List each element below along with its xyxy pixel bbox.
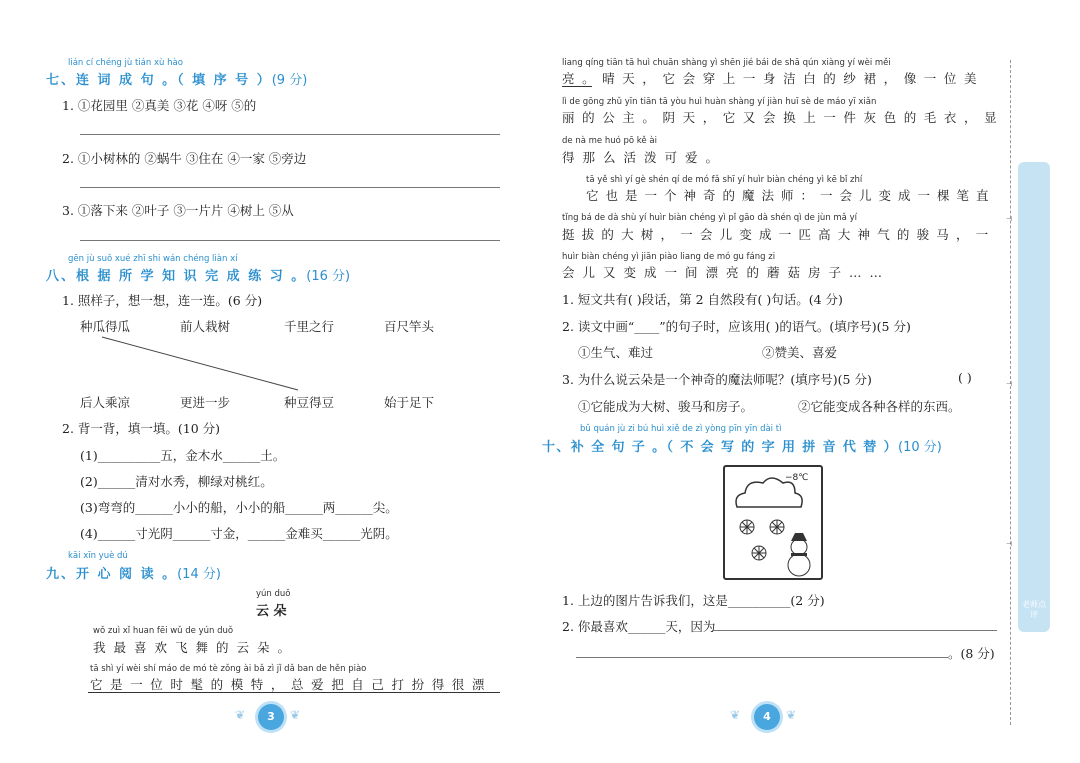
r-q2-opt1: ①生气、难过 [578,345,654,360]
match-top-3[interactable]: 千里之行 [284,319,335,334]
r1-pinyin: liang qíng tiān tā huì chuān shàng yì shēn jié bái de shā qún xiàng yí wèi měi [562,58,891,68]
match-bottom-3[interactable]: 种豆得豆 [284,395,335,410]
binding-mark: ⊣ [1006,540,1013,548]
teacher-comment-strip [1018,162,1050,632]
article-title: 云 朵 [256,604,287,619]
underline-mark [562,86,592,87]
match-bottom-1[interactable]: 后人乘凉 [80,395,131,410]
r4-pinyin: tā yě shì yí gè shén qí de mó fǎ shī yí huìr biàn chéng yì kē bǐ zhí [586,175,863,185]
s10-pinyin: bǔ quán jù zi bú huì xiě de zì yòng pīn yīn dài tì [580,424,782,434]
match-bottom-2[interactable]: 更进一步 [180,395,231,410]
r-q3-answer[interactable]: ( ) [958,370,972,385]
s7-q3: 3. ①落下来 ②叶子 ③一片片 ④树上 ⑤从 [62,203,294,218]
match-top-1[interactable]: 种瓜得瓜 [80,319,131,334]
s8-title: 八、根 据 所 学 知 识 完 成 练 习 。(16 分) [46,269,351,284]
p2-text: 它是一位时髦的模特，总爱把自己打扮得很漂 [90,677,493,692]
teacher-comment-label: 老师点评 [1022,600,1046,619]
temperature-label: −8℃ [785,473,809,483]
article-title-pinyin: yún duǒ [256,589,291,599]
r1-text: 亮。晴天，它会穿上一身洁白的纱裙，像一位美 [562,71,985,86]
s7-pinyin: lián cí chéng jù tián xù hào [68,58,183,68]
binding-line [1010,60,1011,725]
right-page [540,0,1080,763]
s8-q2: 2. 背一背，填一填。(10 分) [62,421,221,436]
leaf-icon: ❦ [730,708,741,722]
binding-mark: ⊣ [1006,215,1013,223]
r-f2[interactable]: 2. 你最喜欢______天，因为 [562,619,716,634]
leaf-icon: ❦ [786,708,797,722]
s7-q2: 2. ①小树林的 ②蜗牛 ③住在 ④一家 ⑤旁边 [62,151,307,166]
s8-pinyin: gēn jù suǒ xué zhī shi wán chéng liàn xí [68,254,238,264]
p1-pinyin: wǒ zuì xǐ huan fēi wǔ de yún duǒ [93,626,234,636]
r3-text: 得那么活泼可爱。 [562,150,727,165]
match-top-2[interactable]: 前人栽树 [180,319,231,334]
r-q3-opt2: ②它能变成各种各样的东西。 [798,399,961,414]
s10-title: 十、补 全 句 子 。（ 不 会 写 的 字 用 拼 音 代 替 ）(10 分) [542,440,942,455]
s8-q1: 1. 照样子，想一想，连一连。(6 分) [62,293,263,308]
binding-mark: ⊣ [1006,380,1013,388]
page-number: 4 [754,704,780,730]
r-q1[interactable]: 1. 短文共有( )段话，第 2 自然段有( )句话。(4 分) [562,292,843,307]
r2-pinyin: lì de gōng zhǔ yīn tiān tā yòu huì huàn shàng yí jiàn huī sè de máo yī xiǎn [562,97,877,107]
r3-pinyin: de nà me huó pō kě ài [562,136,657,146]
winter-picture [723,465,823,580]
page-number: 3 [258,704,284,730]
r-q3-opt1: ①它能成为大树、骏马和房子。 [578,399,754,414]
underline-mark [88,692,500,693]
r4-text: 它也是一个神奇的魔法师：一会儿变成一棵笔直 [586,188,996,203]
r-f1[interactable]: 1. 上边的图片告诉我们，这是__________(2 分) [562,593,825,608]
fill-2[interactable]: (2)______清对水秀，柳绿对桃红。 [80,474,273,489]
r-q2-opt2: ②赞美、喜爱 [762,345,838,360]
example-connect-line [0,0,540,420]
match-bottom-4[interactable]: 始于足下 [384,395,435,410]
s7-title: 七、连 词 成 句 。（ 填 序 号 ）(9 分) [46,73,308,88]
r-q3: 3. 为什么说云朵是一个神奇的魔法师呢？(填序号)(5 分) [562,372,872,387]
s9-pinyin: kāi xīn yuè dú [68,551,128,561]
r5-text: 挺拔的大树，一会儿变成一匹高大神气的骏马，一 [562,227,996,242]
p1-text: 我最喜欢飞舞的云朵。 [93,640,299,655]
r5-pinyin: tǐng bá de dà shù yí huìr biàn chéng yì pǐ gāo dà shén qì de jùn mǎ yí [562,213,857,223]
s9-title: 九、开 心 阅 读 。(14 分) [46,567,221,582]
p2-pinyin: tā shì yí wèi shí máo de mó tè zǒng ài bǎ zì jǐ dǎ ban de hěn piào [90,664,367,674]
leaf-icon: ❦ [235,708,246,722]
answer-line[interactable] [712,630,997,631]
r2-text: 丽的公主。阴天，它又会换上一件灰色的毛衣，显 [562,110,1005,125]
r6-text: 会儿又变成一间漂亮的蘑菇房子…… [562,265,891,280]
r6-pinyin: huìr biàn chéng yì jiān piào liang de mó gu fáng zi [562,252,776,262]
r-q2[interactable]: 2. 读文中画“____”的句子时，应该用( )的语气。(填序号)(5 分) [562,319,911,334]
match-top-4[interactable]: 百尺竿头 [384,319,435,334]
cloud-snow-icon [725,467,821,578]
r-f2-end: 。(8 分) [948,646,995,661]
fill-4[interactable]: (4)______寸光阴______寸金，______金难买______光阴。 [80,526,398,541]
s7-q1: 1. ①花园里 ②真美 ③花 ④呀 ⑤的 [62,98,257,113]
answer-line[interactable] [576,657,948,658]
fill-1[interactable]: (1)__________五，金木水______土。 [80,448,286,463]
fill-3[interactable]: (3)弯弯的______小小的船，小小的船______两______尖。 [80,500,398,515]
leaf-icon: ❦ [290,708,301,722]
